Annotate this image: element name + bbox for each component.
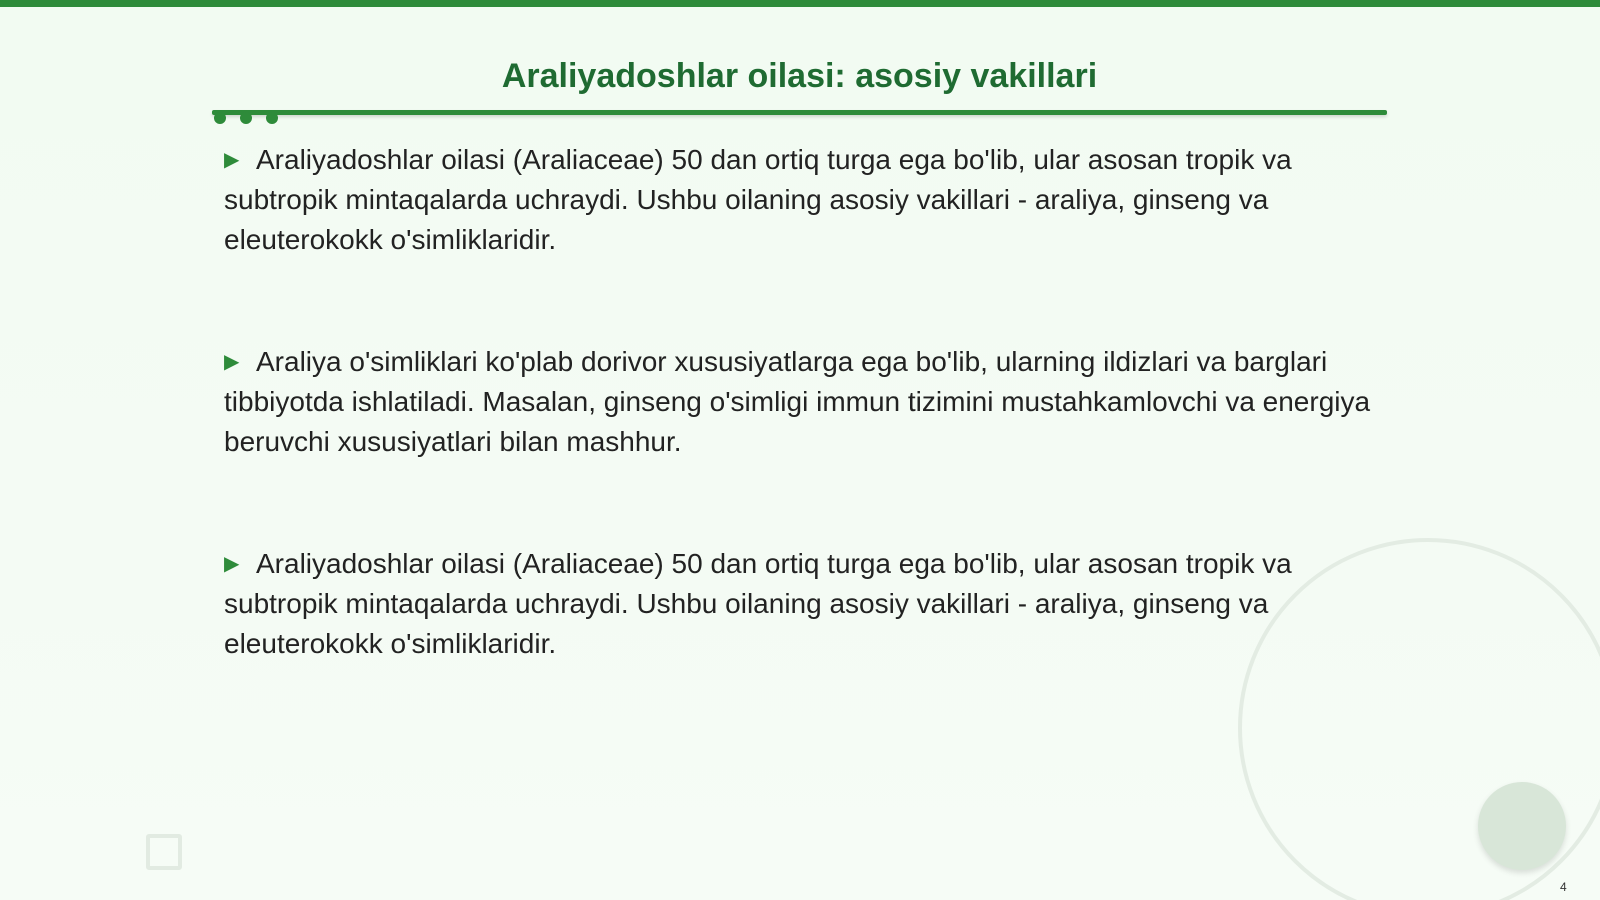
bullet-item (224, 342, 1374, 462)
slide-title: Araliyadoshlar oilasi: asosiy vakillari (501, 57, 1098, 95)
bullet-text: Araliyadoshlar oilasi (Araliaceae) 50 dan ortiq turga ega bo'lib, ular asosan tropik va subtropik mintaqalarda uchraydi. Ushbu oilaning asosiy vakillari - araliya, ginseng va eleuterokokk o'simliklaridir. (224, 144, 1292, 255)
triangle-bullet-icon: ▶ (224, 351, 240, 373)
triangle-bullet-icon: ▶ (224, 553, 240, 575)
decorative-circle (1478, 782, 1566, 870)
decorative-square (146, 834, 182, 870)
decorative-dot-1 (214, 112, 226, 124)
triangle-bullet-icon: ▶ (224, 149, 240, 171)
bullet-item (224, 140, 1374, 260)
bullet-text: Araliya o'simliklari ko'plab dorivor xususiyatlarga ega bo'lib, ularning ildizlari va barglari tibbiyotda ishlatiladi. Masalan, ginseng o'simligi immun tizimini mustahkamlovchi va energiya beruvchi xususiyatlari bilan mashhur. (224, 346, 1371, 457)
bullet-item (224, 544, 1374, 664)
title-underline (212, 110, 1387, 115)
top-accent-bar (0, 0, 1600, 7)
bullet-list (224, 140, 1374, 746)
page-number: 4 (1560, 880, 1567, 894)
decorative-dot-2 (240, 112, 252, 124)
decorative-dot-3 (266, 112, 278, 124)
bullet-text: Araliyadoshlar oilasi (Araliaceae) 50 dan ortiq turga ega bo'lib, ular asosan tropik va subtropik mintaqalarda uchraydi. Ushbu oilaning asosiy vakillari - araliya, ginseng va eleuterokokk o'simliklaridir. (224, 548, 1292, 659)
